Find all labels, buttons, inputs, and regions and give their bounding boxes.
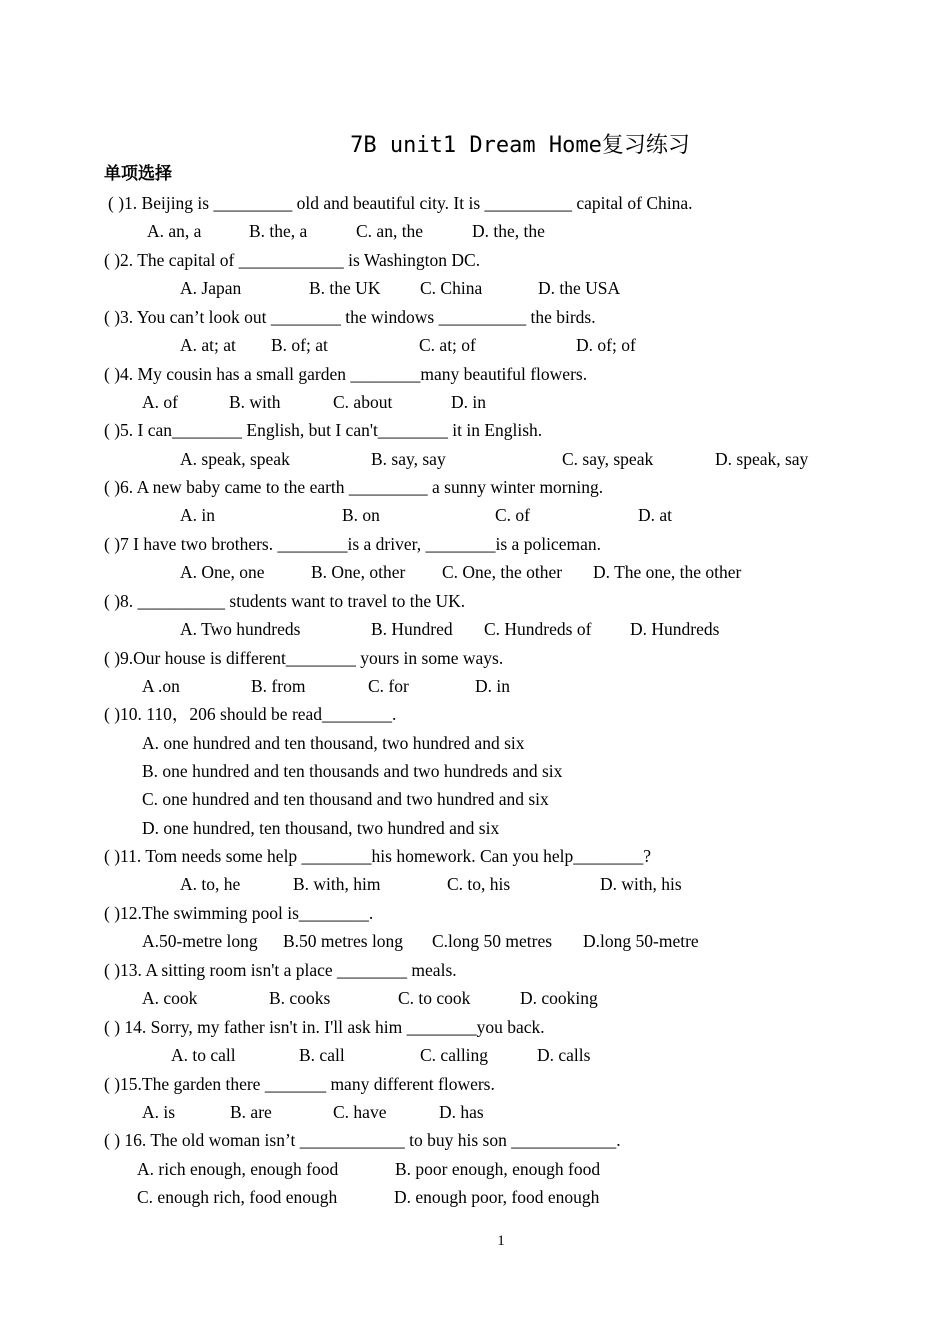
option-b: B. say, say	[371, 449, 446, 469]
option-a: A. to call	[171, 1045, 236, 1065]
question-8	[0, 589, 950, 617]
option-b: B. the UK	[309, 278, 381, 298]
question-stem: ( )7 I have two brothers. ________is a driver, ________is a policeman.	[104, 534, 601, 554]
option-c: C. to cook	[398, 988, 471, 1008]
option-c: C. of	[495, 505, 530, 525]
question-1-options	[0, 219, 950, 247]
question-10-option-b	[0, 759, 950, 787]
question-3-options	[0, 333, 950, 361]
option-a: A. an, a	[147, 221, 202, 241]
question-15-options	[0, 1100, 950, 1128]
question-stem: ( )3. You can’t look out ________ the windows __________ the birds.	[104, 307, 596, 327]
question-10-option-c	[0, 787, 950, 815]
option-b: B. one hundred and ten thousands and two hundreds and six	[142, 761, 563, 781]
question-5	[0, 418, 950, 446]
question-16-options-cd	[0, 1185, 950, 1213]
question-16-options-ab	[0, 1157, 950, 1185]
option-a: A .on	[142, 676, 180, 696]
question-6-options	[0, 503, 950, 531]
question-4	[0, 362, 950, 390]
option-d: D. one hundred, ten thousand, two hundred and six	[142, 818, 500, 838]
option-c: C. for	[368, 676, 409, 696]
question-5-options	[0, 447, 950, 475]
question-stem: ( ) 16. The old woman isn’t ____________ to buy his son ____________.	[104, 1130, 621, 1150]
option-d: D. speak, say	[715, 449, 809, 469]
question-stem: ( )6. A new baby came to the earth _________ a sunny winter morning.	[104, 477, 604, 497]
option-c: C. enough rich, food enough	[137, 1187, 338, 1207]
option-a: A. is	[142, 1102, 176, 1122]
option-c: C. China	[420, 278, 483, 298]
question-stem: ( )1. Beijing is _________ old and beautiful city. It is __________ capital of China.	[108, 193, 693, 213]
option-d: D. of; of	[576, 335, 636, 355]
option-b: B. from	[251, 676, 306, 696]
question-stem: ( ) 14. Sorry, my father isn't in. I'll ask him ________you back.	[104, 1017, 545, 1037]
option-d: D. in	[451, 392, 486, 412]
question-12-options	[0, 929, 950, 957]
option-a: A.50-metre long	[142, 931, 258, 951]
option-a: A. rich enough, enough food	[137, 1159, 339, 1179]
option-a: A. to, he	[180, 874, 241, 894]
question-3	[0, 305, 950, 333]
question-10-option-d	[0, 816, 950, 844]
option-b: B. call	[299, 1045, 345, 1065]
question-10	[0, 702, 950, 730]
option-c: C. an, the	[356, 221, 424, 241]
option-b: B. One, other	[311, 562, 406, 582]
question-11-options	[0, 872, 950, 900]
question-4-options	[0, 390, 950, 418]
option-d: D. calls	[537, 1045, 591, 1065]
option-c: C. say, speak	[562, 449, 654, 469]
section-heading: 单项选择	[104, 164, 172, 184]
question-16	[0, 1128, 950, 1156]
option-d: D. the USA	[538, 278, 621, 298]
option-c: C. to, his	[447, 874, 511, 894]
page-number: 1	[497, 1233, 505, 1249]
option-d: D. with, his	[600, 874, 682, 894]
option-c: C. about	[333, 392, 393, 412]
option-b: B. the, a	[249, 221, 308, 241]
question-stem: ( )13. A sitting room isn't a place ________ meals.	[104, 960, 457, 980]
option-c: C. have	[333, 1102, 387, 1122]
page-title: 7B unit1 Dream Home复习练习	[350, 133, 690, 158]
question-12	[0, 901, 950, 929]
option-a: A. One, one	[180, 562, 265, 582]
option-c: C. Hundreds of	[484, 619, 592, 639]
question-6	[0, 475, 950, 503]
option-c: C. one hundred and ten thousand and two hundred and six	[142, 789, 549, 809]
option-a: A. one hundred and ten thousand, two hundred and six	[142, 733, 525, 753]
option-b: B. poor enough, enough food	[395, 1159, 601, 1179]
question-2	[0, 248, 950, 276]
option-d: D. in	[475, 676, 510, 696]
option-b: B. Hundred	[371, 619, 453, 639]
question-stem: ( )4. My cousin has a small garden ________many beautiful flowers.	[104, 364, 588, 384]
option-a: A. Two hundreds	[180, 619, 301, 639]
option-b: B. are	[230, 1102, 272, 1122]
option-a: A. speak, speak	[180, 449, 290, 469]
question-7	[0, 532, 950, 560]
option-d: D.long 50-metre	[583, 931, 699, 951]
option-b: B. of; at	[271, 335, 328, 355]
option-b: B. with	[229, 392, 281, 412]
option-c: C. One, the other	[442, 562, 563, 582]
question-stem: ( )9.Our house is different________ yours in some ways.	[104, 648, 504, 668]
question-10-option-a	[0, 731, 950, 759]
question-14	[0, 1015, 950, 1043]
question-stem: ( )2. The capital of ____________ is Washington DC.	[104, 250, 481, 270]
option-a: A. at; at	[180, 335, 236, 355]
question-1	[0, 191, 950, 219]
option-d: D. cooking	[520, 988, 598, 1008]
option-c: C. at; of	[419, 335, 476, 355]
option-b: B. cooks	[269, 988, 331, 1008]
option-d: D. The one, the other	[593, 562, 742, 582]
question-13	[0, 958, 950, 986]
question-7-options	[0, 560, 950, 588]
option-a: A. Japan	[180, 278, 242, 298]
option-d: D. Hundreds	[630, 619, 720, 639]
option-d: D. the, the	[472, 221, 545, 241]
option-d: D. enough poor, food enough	[394, 1187, 600, 1207]
question-8-options	[0, 617, 950, 645]
option-a: A. cook	[142, 988, 198, 1008]
option-b: B. with, him	[293, 874, 381, 894]
question-15	[0, 1072, 950, 1100]
option-c: C.long 50 metres	[432, 931, 553, 951]
option-b: B. on	[342, 505, 380, 525]
question-2-options	[0, 276, 950, 304]
option-d: D. at	[638, 505, 673, 525]
question-stem: ( )15.The garden there _______ many different flowers.	[104, 1074, 495, 1094]
option-a: A. of	[142, 392, 178, 412]
question-stem: ( )11. Tom needs some help ________his homework. Can you help________?	[104, 846, 652, 866]
question-stem: ( )10. 110，206 should be read________.	[104, 704, 397, 724]
question-9	[0, 646, 950, 674]
question-11	[0, 844, 950, 872]
option-c: C. calling	[420, 1045, 489, 1065]
question-stem: ( )8. __________ students want to travel to the UK.	[104, 591, 466, 611]
question-9-options	[0, 674, 950, 702]
question-14-options	[0, 1043, 950, 1071]
option-d: D. has	[439, 1102, 484, 1122]
option-a: A. in	[180, 505, 215, 525]
question-stem: ( )12.The swimming pool is________.	[104, 903, 374, 923]
option-b: B.50 metres long	[283, 931, 404, 951]
question-13-options	[0, 986, 950, 1014]
question-stem: ( )5. I can________ English, but I can't________ it in English.	[104, 420, 543, 440]
